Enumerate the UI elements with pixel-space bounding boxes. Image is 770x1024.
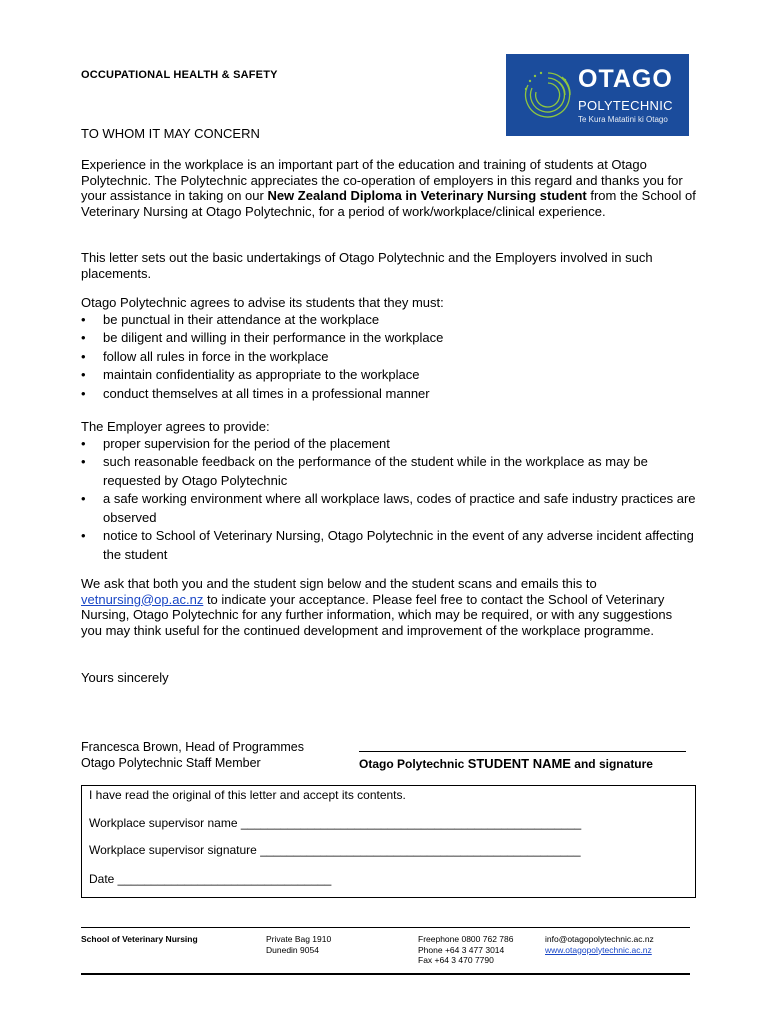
salutation: TO WHOM IT MAY CONCERN [81, 126, 260, 141]
logo-wordmark: OTAGO [578, 65, 673, 93]
swirl-logo-icon [518, 65, 578, 125]
logo-subtitle: POLYTECHNIC [578, 98, 673, 113]
footer-school: School of Veterinary Nursing [81, 934, 198, 944]
intro-program-name: New Zealand Diploma in Veterinary Nursing student [267, 188, 587, 203]
footer-address-line: Dunedin 9054 [266, 944, 319, 955]
student-sig-prefix: Otago Polytechnic [359, 757, 468, 771]
footer-address [266, 934, 331, 955]
employer-agreement [81, 419, 696, 564]
request-text-end: to indicate your acceptance. Please feel free to contact the School of Veterinary Nursing, Otago Polytechnic for any further information, which may be required, or with any suggestions you may think useful for the continued development and improvement of the workplace programme. [81, 591, 673, 638]
list-item: • follow all rules in force in the workplace [103, 348, 696, 367]
footer-email: info@otagopolytechnic.ac.nz [545, 934, 654, 944]
student-list-intro: Otago Polytechnic agrees to advise its students that they must: [81, 295, 444, 310]
email-link[interactable]: vetnursing@op.ac.nz [81, 591, 204, 607]
supervisor-name-field[interactable]: Workplace supervisor name ___________________________________________________ [89, 816, 582, 830]
footer-address-line: Private Bag 1910 [266, 934, 332, 944]
student-sig-suffix: and signature [570, 757, 653, 771]
footer-freephone: Freephone 0800 762 786 [418, 934, 514, 944]
logo-maori-name: Te Kura Matatini ki Otago [578, 115, 668, 124]
student-agreement [81, 295, 696, 403]
intro-text-start: Experience in the workplace is an important part of the education and training of students at Otago Polytechnic. The Polytechnic appreciates the co-operation of employers in this regard and thanks you for your assistance in taking on our [81, 157, 683, 203]
supervisor-signature-field[interactable]: Workplace supervisor signature ________________________________________________ [89, 843, 581, 857]
acceptance-statement: I have read the original of this letter and accept its contents. [89, 788, 406, 802]
list-item: • a safe working environment where all workplace laws, codes of practice and safe industry practices are observed [103, 490, 696, 527]
signatory-role: Otago Polytechnic Staff Member [81, 756, 261, 770]
request-text-start: We ask that both you and the student sign below and the student scans and emails this to [81, 576, 597, 591]
list-item: • be punctual in their attendance at the workplace [103, 311, 696, 330]
list-item: • maintain confidentiality as appropriate to the workplace [103, 366, 696, 385]
footer-bottom-rule [81, 973, 690, 975]
employer-obligations-list [81, 435, 696, 565]
list-item: • such reasonable feedback on the performance of the student while in the workplace as may be requested by Otago Polytechnic [103, 453, 696, 490]
footer-phone: Phone +64 3 477 3014 [418, 944, 505, 955]
student-obligations-list [81, 311, 696, 404]
list-item: • proper supervision for the period of the placement [103, 435, 696, 454]
list-item: • conduct themselves at all times in a professional manner [103, 385, 696, 404]
student-signature-label [359, 756, 653, 771]
date-field[interactable]: Date ________________________________ [89, 872, 332, 886]
list-item: • be diligent and willing in their performance in the workplace [103, 329, 696, 348]
otago-polytechnic-logo [506, 54, 689, 136]
intro-paragraph [81, 157, 696, 219]
student-name-label: STUDENT NAME [467, 756, 571, 771]
undertakings-paragraph: This letter sets out the basic undertakings of Otago Polytechnic and the Employers involved in such placements. [81, 250, 653, 281]
footer-divider [81, 927, 690, 928]
student-signature-line [359, 744, 686, 752]
signatory-name: Francesca Brown, Head of Programmes [81, 740, 305, 754]
footer-website-link[interactable]: www.otagopolytechnic.ac.nz [545, 944, 652, 955]
request-paragraph [81, 576, 696, 638]
footer-fax: Fax +64 3 470 7790 [418, 955, 494, 965]
intro-text-end: from the School of Veterinary Nursing at Otago Polytechnic, for a period of work/workplace/clinical experience. [81, 188, 696, 219]
employer-list-intro: The Employer agrees to provide: [81, 419, 270, 434]
list-item: • notice to School of Veterinary Nursing, Otago Polytechnic in the event of any adverse incident affecting the student [103, 527, 696, 564]
acceptance-form [81, 785, 696, 898]
document-heading: OCCUPATIONAL HEALTH & SAFETY [81, 69, 278, 81]
closing: Yours sincerely [81, 670, 169, 685]
footer-contact [545, 934, 654, 955]
footer-phones [418, 934, 513, 966]
